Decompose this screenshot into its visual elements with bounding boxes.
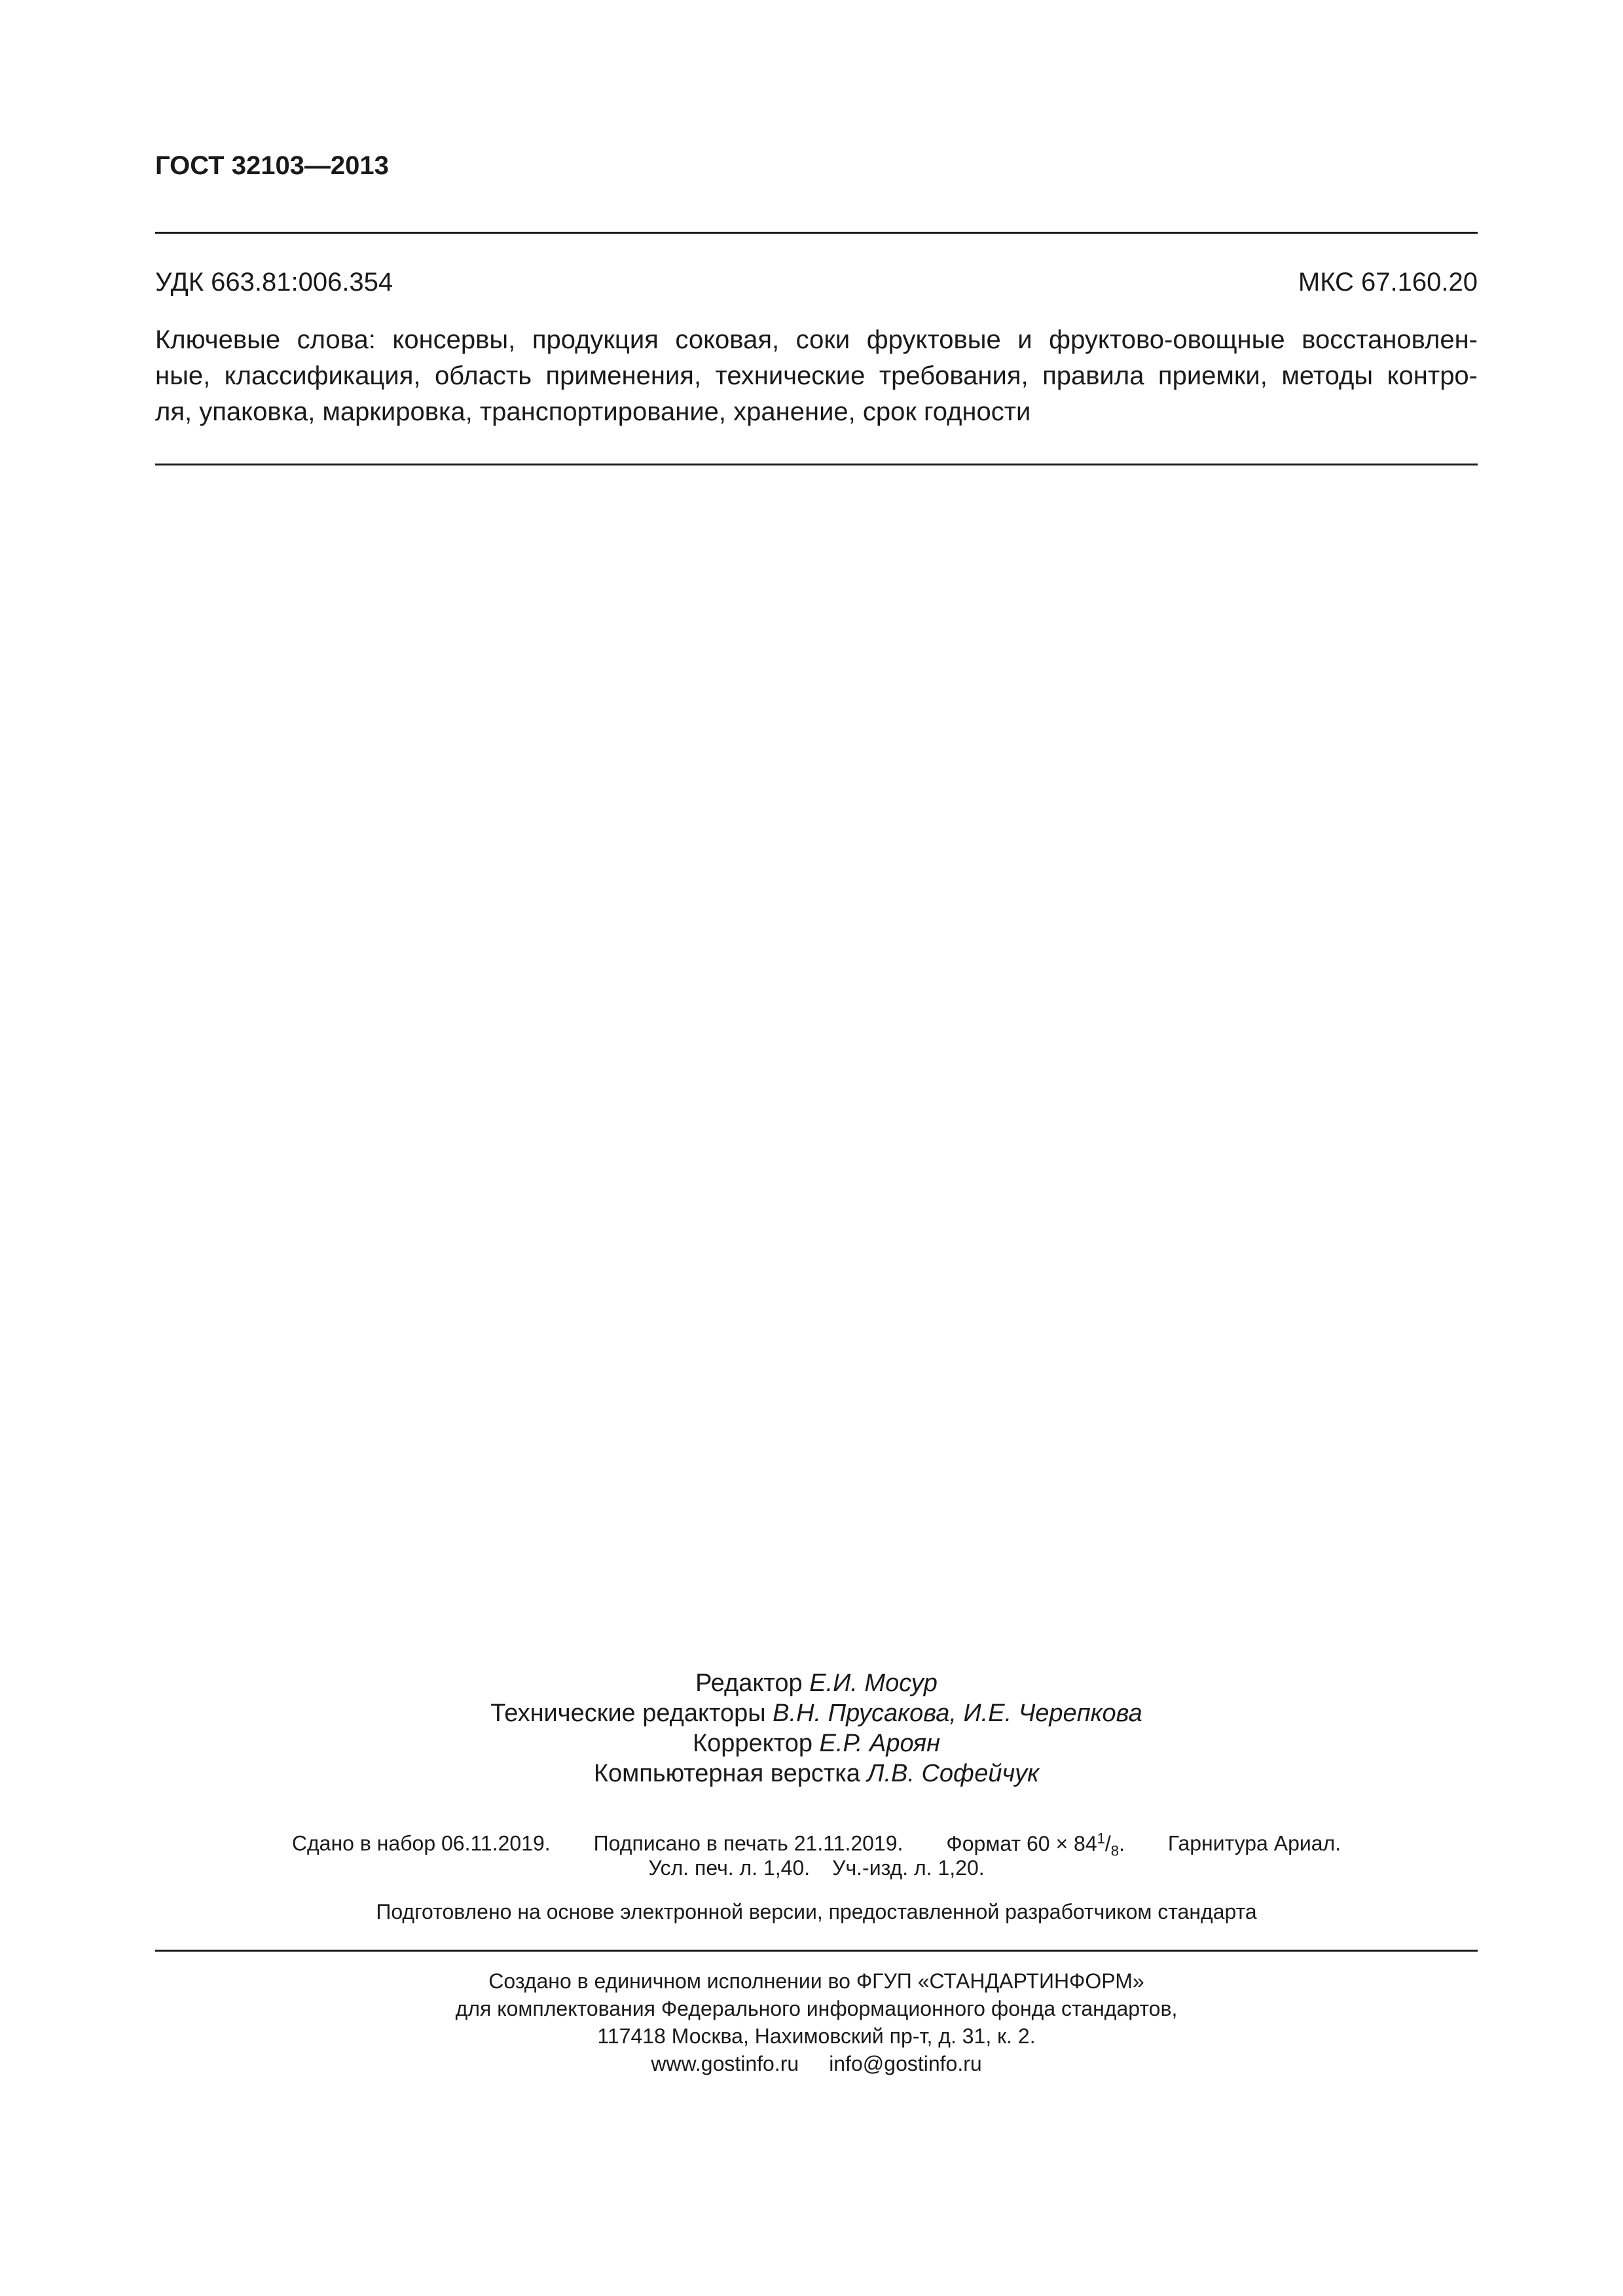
website-link[interactable]: www.gostinfo.ru: [651, 2052, 799, 2075]
standard-number: ГОСТ 32103—2013: [155, 151, 389, 180]
footer-line: Создано в единичном исполнении во ФГУП «СТАНДАРТИНФОРМ»: [488, 1969, 1144, 1993]
tech-editors-label: Технические редакторы: [490, 1700, 766, 1727]
keywords-line: ные, классификация, область применения, технические требования, правила приемки, методы контро-: [155, 361, 1478, 390]
mks-code: МКС 67.160.20: [1298, 268, 1478, 297]
layout-label: Компьютерная верстка: [593, 1760, 860, 1787]
footer-contacts: [155, 2050, 1478, 2077]
typeset-date: Сдано в набор 06.11.2019.: [291, 1831, 551, 1855]
email-link[interactable]: info@gostinfo.ru: [829, 2052, 982, 2075]
keywords-line: Ключевые слова: консервы, продукция соковая, соки фруктовые и фруктово-овощные восстановлен-: [155, 325, 1478, 354]
paper-format: Формат $60 \times 84^1/_8$.: [946, 1830, 1125, 1859]
keywords-divider: [155, 464, 1478, 465]
signed-date: Подписано в печать 21.11.2019.: [593, 1831, 903, 1855]
corrector-name: Е.Р. Ароян: [819, 1730, 940, 1757]
corrector-label: Корректор: [693, 1730, 812, 1757]
footer-line: 117418 Москва, Нахимовский пр-т, д. 31, к. 2.: [597, 2024, 1036, 2048]
footer-divider: [155, 1950, 1478, 1952]
udk-code: УДК 663.81:006.354: [155, 268, 393, 297]
editor-line: [155, 1668, 1478, 1698]
keywords-line: ля, упаковка, маркировка, транспортирование, хранение, срок годности: [155, 397, 1031, 426]
tech-editors-names: В.Н. Прусакова, И.Е. Черепкова: [773, 1700, 1142, 1727]
footer-line: для комплектования Федерального информационного фонда стандартов,: [455, 1997, 1178, 2020]
publisher-footer: [155, 1967, 1478, 2077]
editor-name: Е.И. Мосур: [809, 1669, 938, 1697]
print-sheets: Усл. печ. л. 1,40.: [648, 1856, 811, 1880]
corrector-line: [155, 1728, 1478, 1758]
credits-block: [155, 1668, 1478, 1789]
prepared-note: Подготовлено на основе электронной версии, предоставленной разработчиком стандарта: [376, 1900, 1257, 1923]
top-divider: [155, 232, 1478, 234]
keywords-block: [155, 322, 1478, 430]
tech-editors-line: [155, 1698, 1478, 1728]
layout-name: Л.В. Софейчук: [867, 1760, 1040, 1787]
publisher-sheets: Уч.-изд. л. 1,20.: [832, 1856, 985, 1880]
editor-label: Редактор: [695, 1669, 803, 1697]
typeface: Гарнитура Ариал.: [1167, 1831, 1341, 1855]
layout-line: [155, 1758, 1478, 1789]
sheets-info-line: [155, 1854, 1478, 1882]
